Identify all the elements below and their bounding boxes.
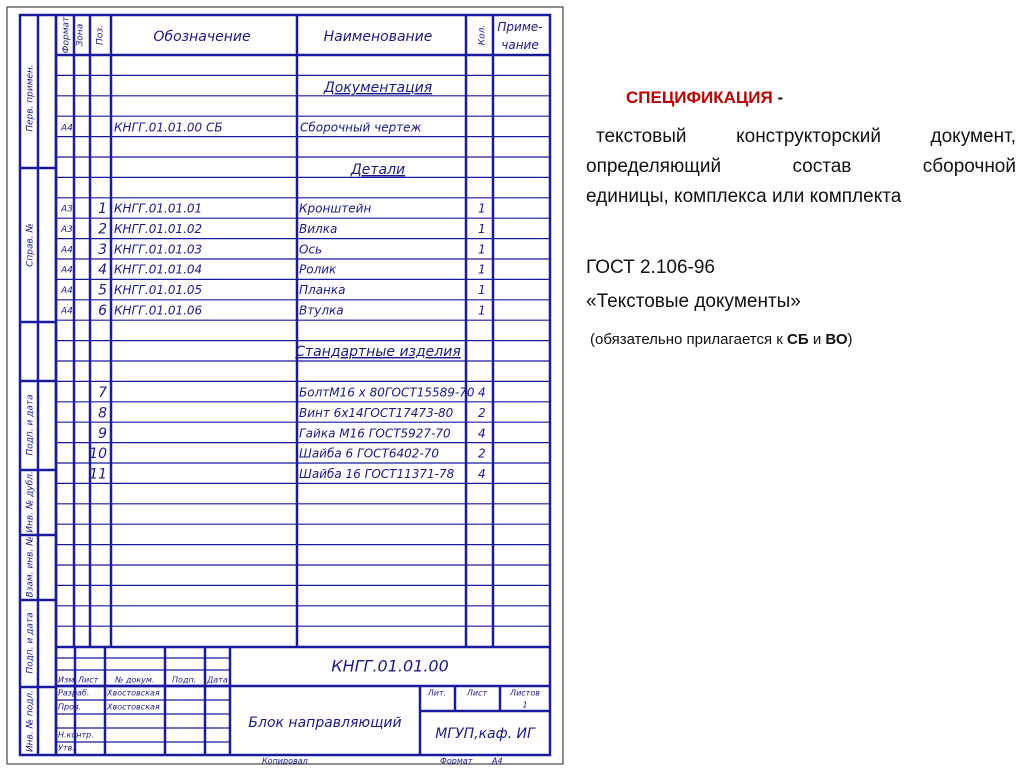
tb-title: Блок направляющий <box>248 715 402 731</box>
tb-code: КНГГ.01.01.00 <box>331 656 449 676</box>
row-name: Винт 6х14ГОСТ17473-80 <box>299 405 454 420</box>
row-designation: КНГГ.01.01.01 <box>114 201 203 216</box>
row-pos: 10 <box>89 446 107 463</box>
row-qty: 4 <box>478 467 486 482</box>
row-qty: 1 <box>478 201 486 216</box>
row-qty: 4 <box>478 385 486 400</box>
row-designation: КНГГ.01.01.05 <box>114 283 203 298</box>
row-name: Шайба 6 ГОСТ6402-70 <box>299 446 439 461</box>
row-qty: 4 <box>478 426 486 441</box>
standard-row <box>98 385 486 401</box>
row-format: А3 <box>61 224 73 235</box>
tb-format-label: Формат <box>440 756 473 766</box>
row-pos: 6 <box>98 303 107 319</box>
row-name: Ролик <box>299 262 337 277</box>
tb-col-ndokum-label: № докум. <box>115 675 155 685</box>
tb-nkontr-label: Н.контр. <box>58 730 94 740</box>
row-name: БолтМ16 х 80ГОСТ15589-70 <box>299 385 475 400</box>
row-name: Втулка <box>299 303 344 318</box>
side-perv-primen: Перв. примен. <box>25 64 36 132</box>
row-name: Планка <box>299 283 346 298</box>
row-name: Ось <box>299 242 323 257</box>
tb-razrab-label: Разраб. <box>58 688 90 698</box>
row-name: Гайка М16 ГОСТ5927-70 <box>299 426 451 441</box>
row-pos: 3 <box>98 241 107 258</box>
tb-prov-label: Пров. <box>58 702 82 712</box>
header-note: Приме-чание <box>497 19 543 52</box>
row-designation: КНГГ.01.01.06 <box>114 303 203 318</box>
row-format: А4 <box>61 286 73 297</box>
side-podp-data-1: Подп. и дата <box>25 394 36 456</box>
side-vzam-inv: Взам. инв. № <box>25 536 36 598</box>
row-qty: 1 <box>478 283 486 298</box>
row-pos: 1 <box>98 201 107 217</box>
row-pos: 7 <box>98 385 107 401</box>
attachment-note <box>590 331 853 348</box>
row-designation: КНГГ.01.01.03 <box>114 242 203 257</box>
tb-kopiroval: Копировал <box>262 756 308 766</box>
row-pos: 4 <box>98 262 107 279</box>
row-name: Вилка <box>299 221 338 236</box>
note-and: и <box>812 331 822 348</box>
tb-razrab-name: Хвостовская <box>107 688 160 698</box>
definition-line-3: единицы, комплекса или комплекта <box>586 186 902 207</box>
tb-format-value: А4 <box>492 756 503 766</box>
row-format: А4 <box>61 265 73 276</box>
tb-listov: Листов <box>510 688 540 698</box>
note-sb: СБ <box>787 331 809 348</box>
row-name: Кронштейн <box>299 201 372 216</box>
side-sprav-no: Справ. № <box>25 223 36 267</box>
section-details: Детали <box>350 162 406 178</box>
tb-col-podp-label: Подп. <box>172 675 197 685</box>
standard-rows <box>89 385 485 483</box>
row-format: А3 <box>61 204 73 215</box>
section-documentation: Документация <box>323 80 433 96</box>
row-pos: 11 <box>89 466 107 483</box>
note-vo: ВО <box>825 331 848 348</box>
detail-row <box>60 221 486 237</box>
detail-row <box>60 262 486 278</box>
side-inv-dubl: Инв. № дубл. <box>25 471 36 533</box>
row-pos: 2 <box>98 221 107 238</box>
spec-dash: - <box>777 88 784 107</box>
row-qty: 1 <box>478 242 486 257</box>
row-qty: 2 <box>478 405 486 420</box>
detail-row <box>60 283 486 299</box>
standard-row <box>98 426 486 442</box>
standard-row <box>89 446 485 462</box>
row-pos: 9 <box>98 425 107 442</box>
row-format: А4 <box>61 306 73 317</box>
definition-line-2: определяющий состав сборочной <box>586 156 1016 177</box>
standard-row <box>98 405 486 421</box>
section-standard: Стандартные изделия <box>295 344 461 360</box>
detail-row <box>60 303 486 319</box>
tb-col-list-label: Лист <box>78 675 99 685</box>
row-designation: КНГГ.01.01.02 <box>114 221 203 236</box>
row-pos: 5 <box>98 282 107 299</box>
row-qty: 1 <box>478 303 486 318</box>
doc-format: А4 <box>61 123 73 134</box>
tb-col-izm-label: Изм. <box>58 675 77 685</box>
header-designation: Обозначение <box>153 29 251 45</box>
doc-designation: КНГГ.01.01.00 СБ <box>114 120 223 135</box>
column-lines <box>74 15 493 647</box>
spec-definition <box>586 122 1016 212</box>
standard-row <box>89 467 485 483</box>
tb-org: МГУП,каф. ИГ <box>435 726 535 742</box>
gost-name: «Текстовые документы» <box>586 291 801 312</box>
detail-row <box>60 201 486 217</box>
tb-utv-label: Утв. <box>58 743 75 753</box>
side-inv-podl: Инв. № подл. <box>25 689 36 753</box>
tb-col-data-label: Дата <box>207 675 228 685</box>
header-pos: Поз. <box>95 25 106 45</box>
doc-name: Сборочный чертеж <box>300 120 422 135</box>
side-podp-data-2: Подп. и дата <box>25 612 36 674</box>
row-format: А4 <box>61 245 73 256</box>
tb-list: Лист <box>466 688 488 698</box>
header-format: Формат <box>61 16 72 54</box>
row-qty: 1 <box>478 262 486 277</box>
header-qty: Кол. <box>477 24 488 46</box>
detail-row <box>60 242 486 258</box>
spec-term: СПЕЦИФИКАЦИЯ <box>626 88 773 107</box>
note-suffix: ) <box>847 331 853 348</box>
definition-line-1: текстовый конструкторский документ, <box>596 126 1016 147</box>
tb-listov-value: 1 <box>522 700 528 710</box>
gost-number: ГОСТ 2.106-96 <box>586 257 715 278</box>
spec-title <box>626 88 783 108</box>
tb-lit: Лит. <box>427 688 447 698</box>
note-prefix: (обязательно прилагается к <box>590 331 783 348</box>
header-zone: Зона <box>75 23 86 47</box>
header-name: Наименование <box>323 29 433 45</box>
row-designation: КНГГ.01.01.04 <box>114 262 203 277</box>
row-qty: 1 <box>478 221 486 236</box>
row-name: Шайба 16 ГОСТ11371-78 <box>299 467 455 482</box>
row-qty: 2 <box>478 446 486 461</box>
tb-prov-name: Хвостовская <box>107 702 160 712</box>
row-pos: 8 <box>98 405 107 422</box>
